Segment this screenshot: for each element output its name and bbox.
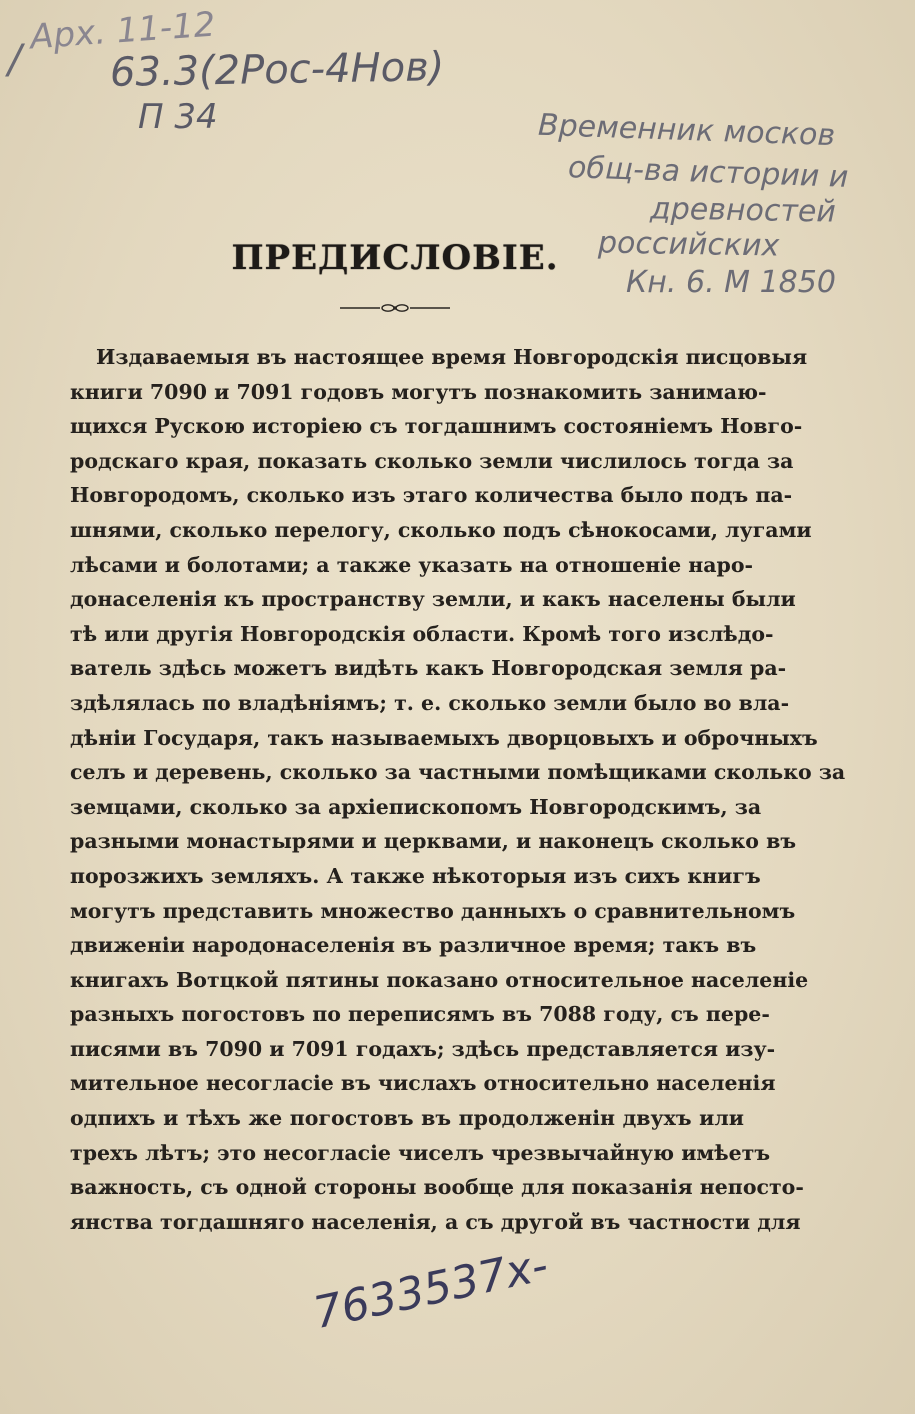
- text-line: земцами, сколько за архіепископомъ Новгородскимъ, за: [70, 794, 762, 819]
- text-line: важность, съ одной стороны вообще для показанія непосто-: [70, 1175, 804, 1200]
- text-line: движеніи народонаселенія въ различное время; такъ въ: [70, 933, 757, 958]
- text-line: мительное несогласіе въ числахъ относительно населенія: [70, 1071, 776, 1096]
- text-line: одпихъ и тѣхъ же погостовъ въ продолженін двухъ или: [70, 1106, 744, 1131]
- text-line: разныхъ погостовъ по переписямъ въ 7088 году, съ пере-: [70, 1002, 770, 1027]
- text-line: книгахъ Вотцкой пятины показано относительное населеніе: [70, 967, 809, 992]
- text-line: здѣлялась по владѣніямъ; т. е. сколько земли было во вла-: [70, 690, 790, 715]
- text-line: дѣніи Государя, такъ называемыхъ дворцовыхъ и оброчныхъ: [70, 725, 818, 750]
- text-line: писями въ 7090 и 7091 годахъ; здѣсь представляется изу-: [70, 1036, 776, 1061]
- handwritten-shelfmark: 63.3(2Рос-4Нов): [109, 44, 445, 96]
- text-line: селъ и деревень, сколько за частными помѣщиками сколько за: [70, 760, 846, 785]
- text-line: янства тогдашняго населенія, а съ другой въ частности для: [70, 1209, 801, 1234]
- handwritten-slash: /: [8, 37, 22, 83]
- text-line: донаселенія къ пространству земли, и какъ населены были: [70, 587, 796, 612]
- handwritten-index-code: П 34: [138, 97, 218, 137]
- text-line: порозжихъ земляхъ. А также нѣкоторыя изъ сихъ книгъ: [70, 863, 761, 888]
- handwritten-source-line-2: общ-ва истории и: [567, 150, 849, 195]
- handwritten-source-line-3: древностей: [649, 191, 837, 230]
- preface-paragraph: [70, 340, 846, 1239]
- title-divider-ornament: [340, 300, 450, 316]
- handwritten-inventory-number: 7633537x-: [309, 1239, 553, 1340]
- text-line: разными монастырями и церквами, и наконецъ сколько въ: [70, 829, 797, 854]
- text-line: лѣсами и болотами; а также указать на отношеніе наро-: [70, 552, 754, 577]
- handwritten-source-line-4: российских: [597, 225, 780, 264]
- handwritten-archive-mark: Арх. 11-12: [28, 4, 217, 58]
- page-title: ПРЕДИСЛОВІЕ.: [231, 238, 559, 278]
- text-line: книги 7090 и 7091 годовъ могутъ познакомить занимаю-: [70, 379, 767, 404]
- handwritten-source-line-1: Временник москов: [537, 107, 836, 154]
- text-line: родскаго края, показать сколько земли числилось тогда за: [70, 448, 794, 473]
- handwritten-source-line-5: Кн. 6. М 1850: [626, 265, 836, 300]
- text-line: щихся Рускою исторіею съ тогдашнимъ состояніемъ Новго-: [70, 414, 803, 439]
- text-line: ватель здѣсь можетъ видѣть какъ Новгородская земля ра-: [70, 656, 787, 681]
- text-line: трехъ лѣтъ; это несогласіе чиселъ чрезвычайную имѣетъ: [70, 1140, 771, 1165]
- text-line: Новгородомъ, сколько изъ этаго количества было подъ па-: [70, 483, 793, 508]
- text-line: шнями, сколько перелогу, сколько подъ сѣнокосами, лугами: [70, 517, 812, 542]
- text-line: Издаваемыя въ настоящее время Новгородскія писцовыя: [96, 345, 808, 369]
- text-line: могутъ представить множество данныхъ о сравнительномъ: [70, 898, 796, 923]
- text-line: тѣ или другія Новгородскія области. Кромѣ того изслѣдо-: [70, 621, 774, 646]
